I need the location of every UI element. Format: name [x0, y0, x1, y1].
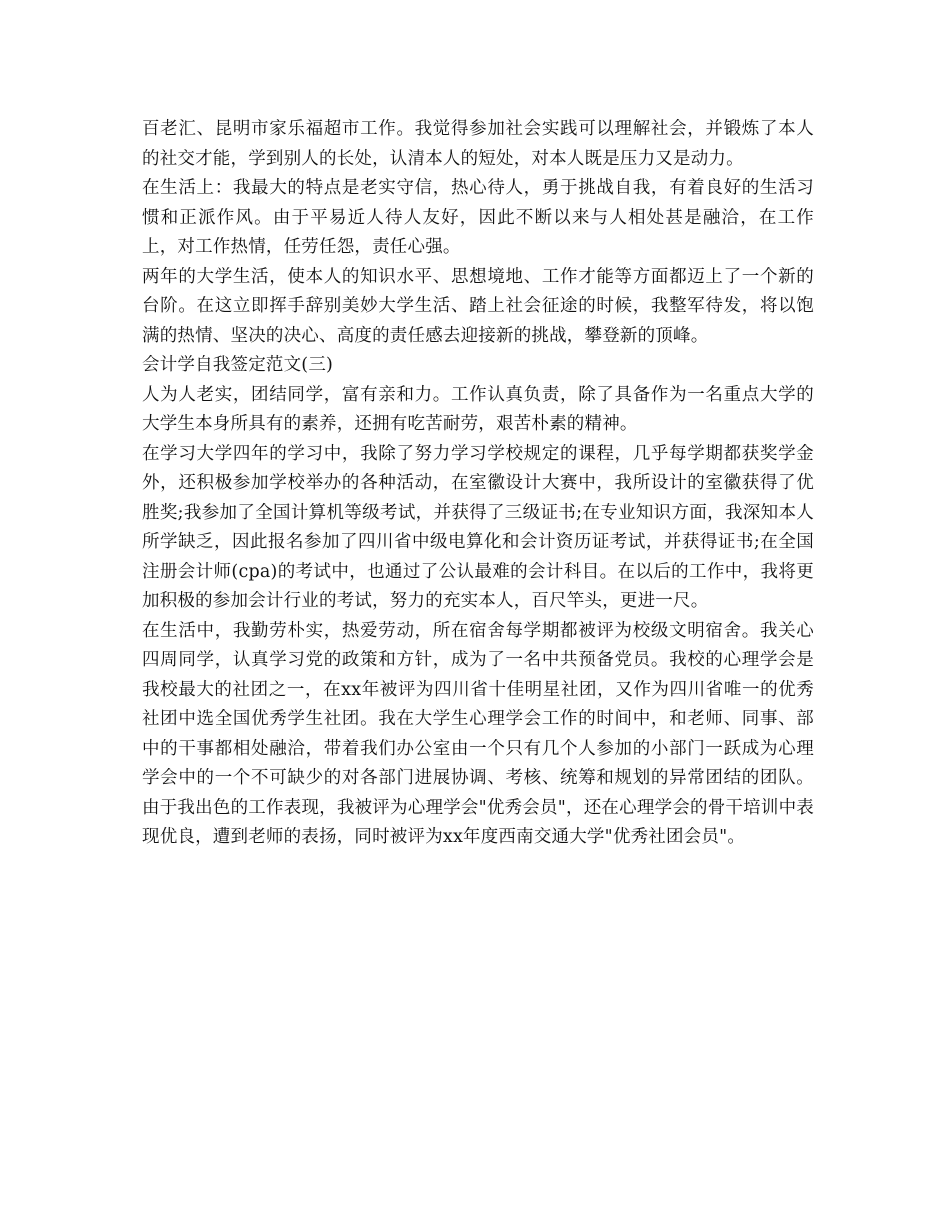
- paragraph-life: 在生活上：我最大的特点是老实守信，热心待人，勇于挑战自我，有着良好的生活习惯和正派作风。由于平易近人待人友好，因此不断以来与人相处甚是融洽，在工作上，对工作热情，任劳任怨，责任心强。: [142, 178, 814, 257]
- document-body: [142, 115, 814, 853]
- paragraph-study: 在学习大学四年的学习中，我除了努力学习学校规定的课程，几乎每学期都获奖学金外，还积极参加学校举办的各种活动，在室徽设计大赛中，我所设计的室徽获得了优胜奖;我参加了全国计算机等级考试，并获得了三级证书;在专业知识方面，我深知本人所学缺乏，因此报名参加了四川省中级电算化和会计资历证考试，并获得证书;在全国注册会计师(cpa)的考试中，也通过了公认最难的会计科目。在以后的工作中，我将更加积极的参加会计行业的考试，努力的充实本人，百尺竿头，更进一尺。: [142, 443, 814, 611]
- paragraph-character: 人为人老实，团结同学，富有亲和力。工作认真负责，除了具备作为一名重点大学的大学生本身所具有的素养，还拥有吃苦耐劳，艰苦朴素的精神。: [142, 384, 814, 434]
- section-heading: 会计学自我签定范文(三): [142, 355, 334, 375]
- paragraph-activities: 在生活中，我勤劳朴实，热爱劳动，所在宿舍每学期都被评为校级文明宿舍。我关心四周同学，认真学习党的政策和方针，成为了一名中共预备党员。我校的心理学会是我校最大的社团之一，在xx年被评为四川省十佳明星社团，又作为四川省唯一的优秀社团中选全国优秀学生社团。我在大学生心理学会工作的时间中，和老师、同事、部中的干事都相处融洽，带着我们办公室由一个只有几个人参加的小部门一跃成为心理学会中的一个不可缺少的对各部门进展协调、考核、统筹和规划的异常团结的团队。由于我出色的工作表现，我被评为心理学会"优秀会员"，还在心理学会的骨干培训中表现优良，遭到老师的表扬，同时被评为xx年度西南交通大学"优秀社团会员"。: [142, 620, 814, 847]
- paragraph-practice: 百老汇、昆明市家乐福超市工作。我觉得参加社会实践可以理解社会，并锻炼了本人的社交才能，学到别人的长处，认清本人的短处，对本人既是压力又是动力。: [142, 119, 814, 169]
- paragraph-summary: 两年的大学生活，使本人的知识水平、思想境地、工作才能等方面都迈上了一个新的台阶。在这立即挥手辞别美妙大学生活、踏上社会征途的时候，我整军待发，将以饱满的热情、坚决的决心、高度的责任感去迎接新的挑战，攀登新的顶峰。: [142, 266, 814, 346]
